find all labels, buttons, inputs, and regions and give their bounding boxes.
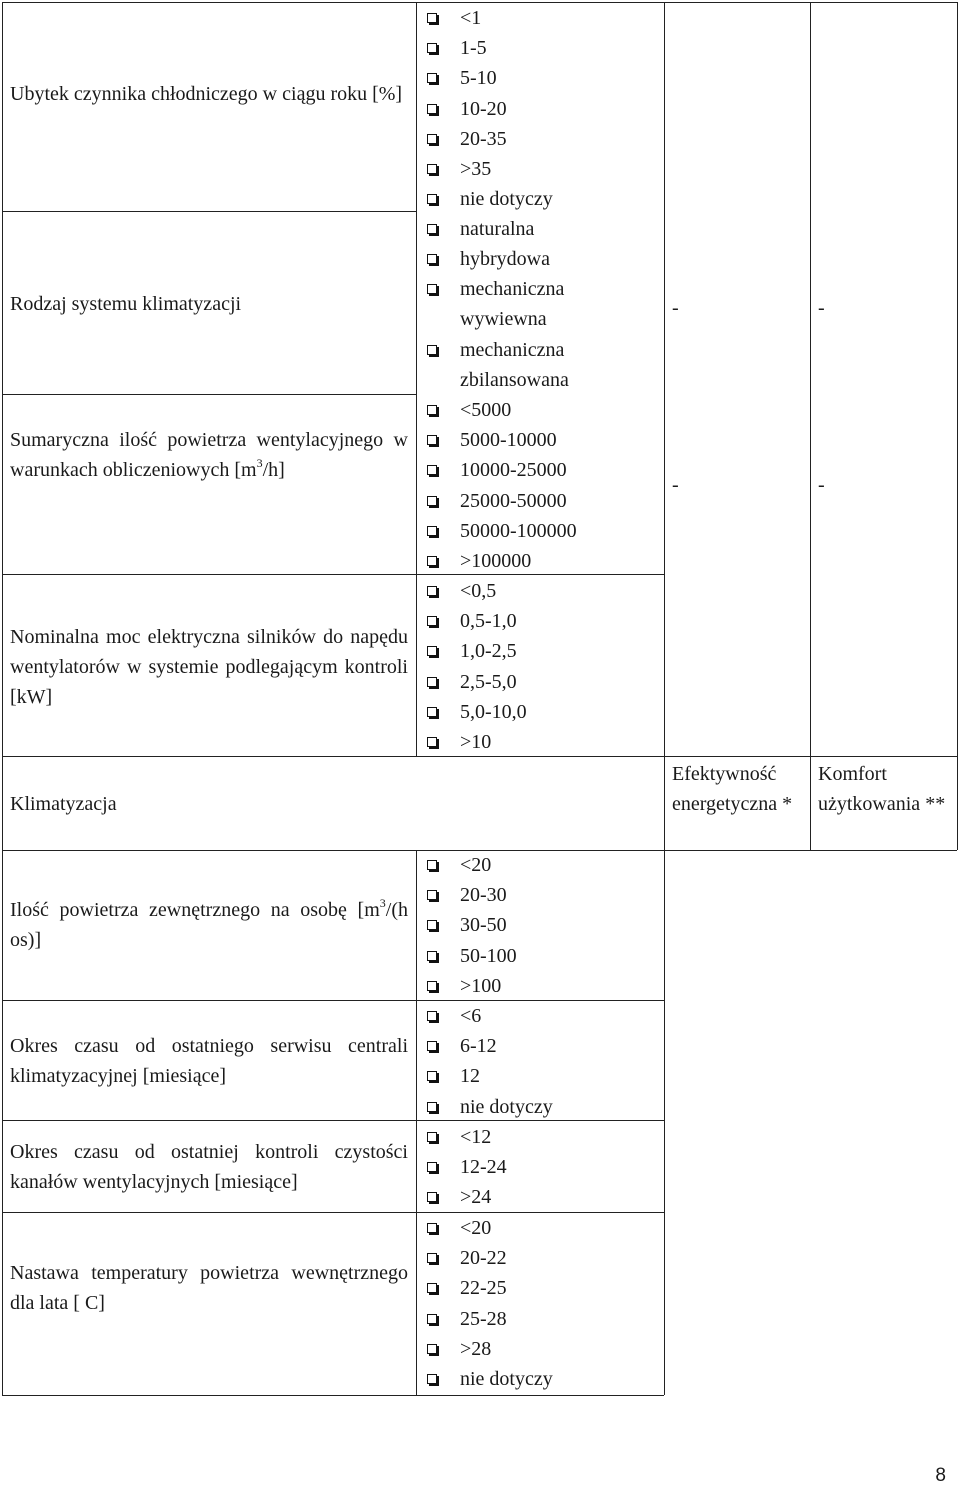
options-summer-setpoint [420,1213,660,1394]
option[interactable]: 50-100 [420,941,660,971]
checkbox-icon[interactable] [427,1192,437,1202]
checkbox-icon[interactable] [427,920,437,930]
checkbox-icon[interactable] [427,1314,437,1324]
checkbox-icon[interactable] [427,707,437,717]
table-border-left [2,2,3,1395]
checkbox-icon[interactable] [427,586,437,596]
checkbox-icon[interactable] [427,1071,437,1081]
checkbox-icon[interactable] [427,254,437,264]
option[interactable]: 0,5-1,0 [420,606,660,636]
checkbox-icon[interactable] [427,526,437,536]
comfort-dash: - [818,297,825,319]
option[interactable]: <0,5 [420,576,660,606]
checkbox-icon[interactable] [427,13,437,23]
checkbox-icon[interactable] [427,981,437,991]
option[interactable]: >100000 [420,546,660,576]
checkbox-icon[interactable] [427,1011,437,1021]
option[interactable]: 5,0-10,0 [420,697,660,727]
options-ac-system-type [420,214,660,395]
option[interactable]: 10000-25000 [420,455,660,485]
checkbox-icon[interactable] [427,73,437,83]
checkbox-icon[interactable] [427,556,437,566]
options-refrigerant-loss [420,3,660,214]
option[interactable]: 30-50 [420,910,660,940]
options-fan-motor-power [420,576,660,757]
option[interactable]: <20 [420,850,660,880]
checkbox-icon[interactable] [427,1344,437,1354]
row-label-ac-system-type: Rodzaj systemu klimatyzacji [10,293,242,315]
column-divider [664,2,665,1395]
option[interactable]: nie dotyczy [420,1092,660,1122]
option[interactable]: >10 [420,727,660,757]
checkbox-icon[interactable] [427,224,437,234]
option[interactable]: nie dotyczy [420,184,660,214]
table-border-bottom [2,1395,664,1396]
row-label-outdoor-air-per-person: Ilość powietrza zewnętrznego na osobę [$m^3/(h$ os)] [10,896,408,951]
option[interactable]: >35 [420,154,660,184]
row-divider [2,211,416,212]
option[interactable]: 10-20 [420,94,660,124]
checkbox-icon[interactable] [427,164,437,174]
page-number: 8 [935,1465,946,1486]
option[interactable]: >28 [420,1334,660,1364]
option[interactable]: mechaniczna wywiewna [420,274,610,334]
checkbox-icon[interactable] [427,1283,437,1293]
checkbox-icon[interactable] [427,890,437,900]
option[interactable]: <6 [420,1001,660,1031]
option[interactable]: <20 [420,1213,660,1243]
option[interactable]: <1 [420,3,660,33]
options-total-ventilation-air [420,395,660,576]
checkbox-icon[interactable] [427,465,437,475]
row-label-ahu-service-period: Okres czasu od ostatniego serwisu centrali klimatyzacyjnej [miesiące] [10,1035,408,1087]
table-border-right [957,2,958,850]
efficiency-dash: - [672,297,679,319]
option[interactable]: >100 [420,971,660,1001]
checkbox-icon[interactable] [427,435,437,445]
section-title-klimatyzacja: Klimatyzacja [10,793,117,815]
option[interactable]: 22-25 [420,1273,660,1303]
efficiency-dash: - [672,474,679,496]
option[interactable]: 25000-50000 [420,486,660,516]
option[interactable]: 20-22 [420,1243,660,1273]
checkbox-icon[interactable] [427,1223,437,1233]
checkbox-icon[interactable] [427,345,437,355]
options-outdoor-air-per-person [420,850,660,1001]
checkbox-icon[interactable] [427,496,437,506]
checkbox-icon[interactable] [427,951,437,961]
checkbox-icon[interactable] [427,860,437,870]
checkbox-icon[interactable] [427,646,437,656]
checkbox-icon[interactable] [427,43,437,53]
option[interactable]: 25-28 [420,1304,660,1334]
checkbox-icon[interactable] [427,737,437,747]
checkbox-icon[interactable] [427,1253,437,1263]
checkbox-icon[interactable] [427,104,437,114]
row-label-duct-cleaning-period: Okres czasu od ostatniej kontroli czystości kanałów wentylacyjnych [miesiące] [10,1141,408,1193]
checkbox-icon[interactable] [427,1374,437,1384]
row-label-summer-setpoint: Nastawa temperatury powietrza wewnętrznego dla lata [ C] [10,1262,408,1314]
option[interactable]: 50000-100000 [420,516,660,546]
option[interactable]: nie dotyczy [420,1364,660,1394]
option[interactable]: 5-10 [420,63,660,93]
column-divider [416,850,417,1395]
checkbox-icon[interactable] [427,677,437,687]
column-header-comfort: Komfort użytkowania ** [818,763,946,815]
option[interactable]: 6-12 [420,1031,660,1061]
row-label-fan-motor-power: Nominalna moc elektryczna silników do napędu wentylatorów w systemie podlegającym kontroli [kW] [10,626,408,708]
column-divider [810,2,811,850]
option[interactable]: 20-30 [420,880,660,910]
checkbox-icon[interactable] [427,1162,437,1172]
option[interactable]: 2,5-5,0 [420,667,660,697]
option[interactable]: mechaniczna zbilansowana [420,335,610,395]
option[interactable]: 1,0-2,5 [420,636,660,666]
option[interactable]: <5000 [420,395,660,425]
options-duct-cleaning-period [420,1122,660,1213]
option[interactable]: >24 [420,1182,660,1212]
column-header-efficiency: Efektywność energetyczna * [672,763,793,815]
checkbox-icon[interactable] [427,1132,437,1142]
row-label-refrigerant-loss: Ubytek czynnika chłodniczego w ciągu roku [%] [10,83,403,105]
option[interactable]: 12 [420,1061,660,1091]
checkbox-icon[interactable] [427,405,437,415]
checkbox-icon[interactable] [427,1102,437,1112]
option[interactable]: <12 [420,1122,660,1152]
option[interactable]: hybrydowa [420,244,660,274]
option[interactable]: 20-35 [420,124,660,154]
option[interactable]: naturalna [420,214,660,244]
checkbox-icon[interactable] [427,134,437,144]
row-divider [2,394,416,395]
option[interactable]: 1-5 [420,33,660,63]
option[interactable]: 12-24 [420,1152,660,1182]
checkbox-icon[interactable] [427,194,437,204]
option[interactable]: 5000-10000 [420,425,660,455]
column-divider [416,2,417,756]
row-label-total-ventilation-air: Sumaryczna ilość powietrza wentylacyjnego w warunkach obliczeniowych $[m^3/h]$ [10,429,408,481]
checkbox-icon[interactable] [427,284,437,294]
options-ahu-service-period [420,1001,660,1122]
checkbox-icon[interactable] [427,616,437,626]
checkbox-icon[interactable] [427,1041,437,1051]
comfort-dash: - [818,474,825,496]
